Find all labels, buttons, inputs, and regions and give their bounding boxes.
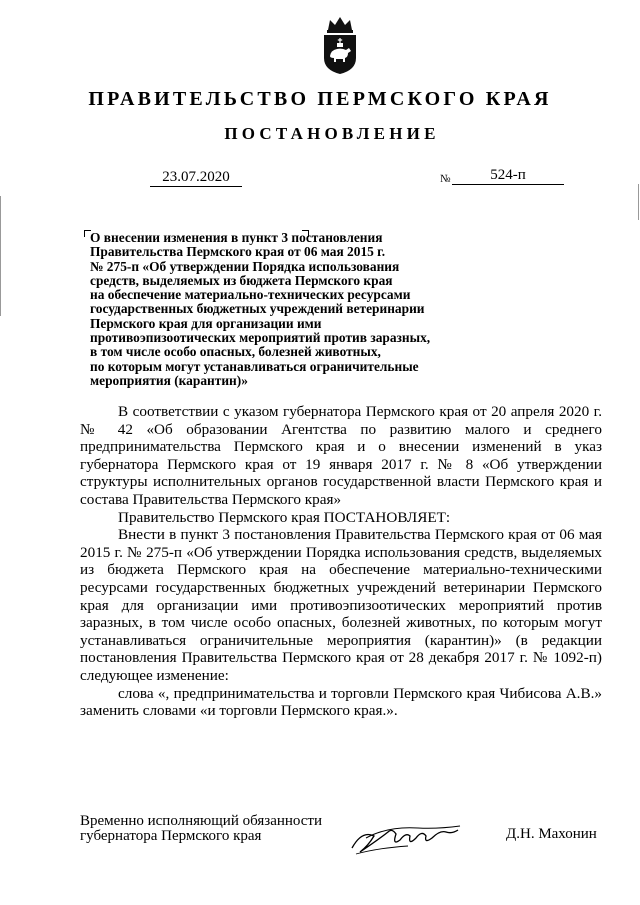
body-paragraph: В соответствии с указом губернатора Пермского края от 20 апреля 2020 г. № 42 «Об образовании Агентства по развитию малого и среднего предпринимательства Пермского края и о внесении изменений в указ губернатора Пермского края от 19 января 2017 г. № 8 «Об утверждении структуры исполнительных органов государственной власти Пермского края и состава Правительства Пермского края»: [80, 403, 602, 508]
subject-line: на обеспечение материально-технических ресурсами: [90, 287, 411, 303]
subject-line: мероприятия (карантин)»: [90, 372, 248, 388]
position-line: губернатора Пермского края: [80, 828, 262, 844]
signatory-position: [80, 814, 322, 844]
subject-line: государственных бюджетных учреждений ветеринарии: [90, 301, 425, 317]
subject-line: по которым могут устанавливаться ограничительные: [90, 358, 419, 374]
number-sign: №: [440, 173, 451, 185]
body-paragraph: Внести в пункт 3 постановления Правительства Пермского края от 06 мая 2015 г. № 275-п «Об утверждении Порядка использования средств, выделяемых из бюджета Пермского края на обеспечение материально-техническими ресурсами государственных бюджетных учреждений ветеринарии Пермского края для организации ими противоэпизоотических мероприятий против заразных, в том числе особо опасных, болезней животных, по которым могут устанавливаться ограничительные мероприятия (карантин)» (в редакции постановления Правительства Пермского края от 28 декабря 2017 г. № 1092-п) следующее изменение:: [80, 526, 602, 684]
signatory-name: Д.Н. Махонин: [506, 826, 597, 842]
subject-line: противоэпизоотических мероприятий против заразных,: [90, 330, 431, 346]
subject-line: Правительства Пермского края от 06 мая 2015 г.: [90, 244, 386, 260]
handwritten-signature-icon: [348, 818, 466, 858]
government-title: ПРАВИТЕЛЬСТВО ПЕРМСКОГО КРАЯ: [88, 88, 552, 110]
document-date: 23.07.2020: [150, 168, 242, 187]
document-number: 524-п: [452, 166, 564, 185]
document-type: ПОСТАНОВЛЕНИЕ: [224, 124, 440, 143]
subject-line: Пермского края для организации ими: [90, 315, 322, 331]
document-subject: [90, 231, 510, 388]
document-body: [80, 403, 602, 720]
body-paragraph: слова «, предпринимательства и торговли Пермского края Чибисова А.В.» заменить словами «и торговли Пермского края.».: [80, 684, 602, 720]
subject-line: О внесении изменения в пункт 3 постановления: [90, 230, 383, 245]
subject-line: № 275-п «Об утверждении Порядка использования: [90, 258, 400, 274]
position-line: Временно исполняющий обязанности: [80, 813, 323, 829]
scan-edge-marks: [0, 196, 3, 316]
body-paragraph: Правительство Пермского края ПОСТАНОВЛЯЕТ:: [118, 508, 451, 526]
perm-krai-coat-of-arms-icon: [318, 14, 362, 76]
subject-line: средств, выделяемых из бюджета Пермского края: [90, 272, 393, 288]
subject-line: в том числе особо опасных, болезней животных,: [90, 344, 381, 360]
scan-edge-marks-right: [636, 184, 640, 220]
